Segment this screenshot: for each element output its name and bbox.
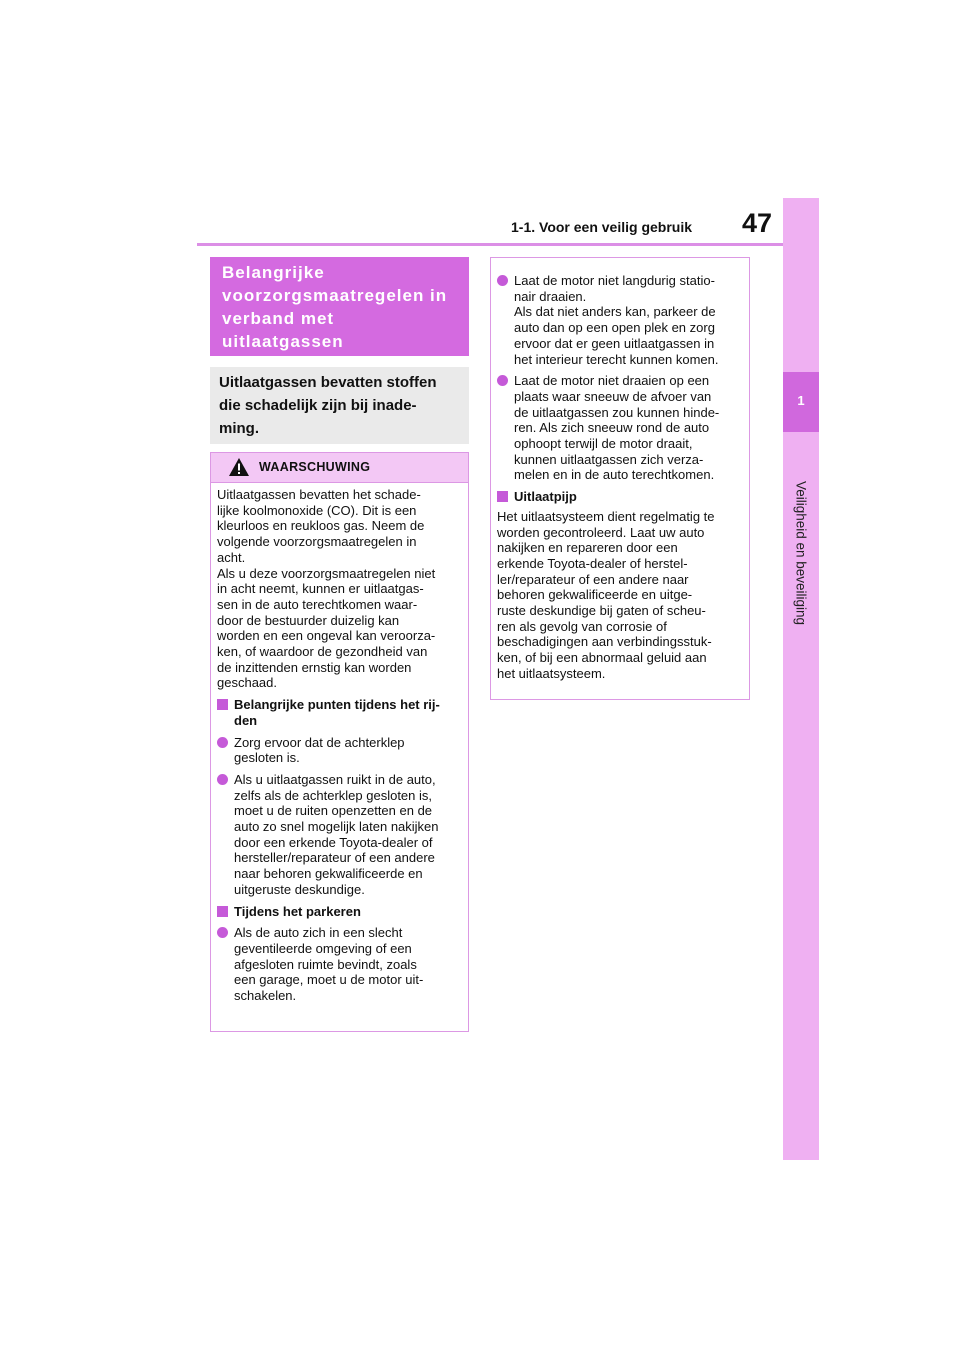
bullet-square-icon bbox=[497, 491, 508, 502]
text-line: ervoor dat er geen uitlaatgassen in bbox=[514, 335, 715, 351]
text-line: nair draaien. bbox=[514, 288, 587, 304]
text-line: door de bestuurder duizelig kan bbox=[217, 612, 400, 628]
section-heading-line: uitlaatgassen bbox=[222, 332, 344, 351]
text-line: ken, of waardoor de gezondheid van bbox=[217, 644, 428, 660]
bullet-circle-icon bbox=[217, 927, 228, 938]
text-line: geventileerde omgeving of een bbox=[234, 940, 412, 956]
subheading-item bbox=[497, 489, 743, 505]
page-number: 47 bbox=[742, 208, 773, 238]
text-line: ren als gevolg van corrosie of bbox=[497, 618, 667, 634]
body-paragraph bbox=[497, 509, 743, 682]
text-line: Tijdens het parkeren bbox=[234, 903, 361, 919]
bullet-item bbox=[497, 373, 743, 483]
chapter-side-tab bbox=[783, 198, 819, 1160]
section-heading bbox=[210, 257, 469, 356]
section-heading-line: Belangrijke bbox=[222, 263, 325, 282]
text-line: auto zo snel mogelijk laten nakijken bbox=[234, 819, 439, 835]
text-line: acht. bbox=[217, 549, 246, 565]
text-line: door een erkende Toyota-dealer of bbox=[234, 834, 433, 850]
text-line: de uitlaatgassen zou kunnen hinde- bbox=[514, 404, 720, 420]
intro-line: Uitlaatgassen bevatten stoffen bbox=[219, 374, 437, 391]
bullet-item bbox=[497, 273, 743, 367]
section-heading-line: voorzorgsmaatregelen in bbox=[222, 286, 448, 305]
text-line: ophoopt terwijl de motor draait, bbox=[514, 436, 693, 452]
warning-title: WAARSCHUWING bbox=[259, 460, 371, 474]
text-line: auto dan op een open plek en zorg bbox=[514, 320, 715, 336]
text-line: Als u uitlaatgassen ruikt in de auto, bbox=[234, 771, 436, 787]
text-line: ken, of bij een abnormaal geluid aan bbox=[497, 650, 707, 666]
intro-line: die schadelijk zijn bij inade- bbox=[219, 397, 417, 414]
text-line: volgende voorzorgsmaatregelen in bbox=[217, 534, 417, 550]
text-line: geschaad. bbox=[217, 675, 277, 691]
text-line: Als dat niet anders kan, parkeer de bbox=[514, 304, 716, 320]
header-rule bbox=[197, 243, 783, 246]
text-line: het uitlaatsysteem. bbox=[497, 665, 606, 681]
section-title: 1-1. Voor een veilig gebruik bbox=[511, 219, 693, 235]
warning-header bbox=[211, 453, 468, 483]
bullet-square-icon bbox=[217, 906, 228, 917]
text-line: sen in de auto terechtkomen waar- bbox=[217, 596, 418, 612]
intro-line: ming. bbox=[219, 420, 259, 437]
section-heading-line: verband met bbox=[222, 309, 335, 328]
text-line: behoren gekwalificeerde en uitge- bbox=[497, 587, 693, 603]
text-line: Als de auto zich in een slecht bbox=[234, 925, 403, 941]
text-line: lijke koolmonoxide (CO). Dit is een bbox=[217, 502, 417, 518]
bullet-square-icon bbox=[217, 699, 228, 710]
text-line: nakijken en repareren door een bbox=[497, 540, 678, 556]
text-line: het interieur terecht kunnen komen. bbox=[514, 351, 719, 367]
text-line: in acht neemt, kunnen er uitlaatgas- bbox=[217, 581, 424, 597]
intro-box bbox=[210, 367, 469, 444]
text-line: zelfs als de achterklep gesloten is, bbox=[234, 787, 432, 803]
bullet-item bbox=[217, 772, 462, 898]
text-line: plaats waar sneeuw de afvoer van bbox=[514, 388, 712, 404]
text-line: ruste deskundige bij gaten of scheu- bbox=[497, 603, 706, 619]
text-line: kunnen uitlaatgassen zich verza- bbox=[514, 451, 704, 467]
text-line: beschadigingen aan verbindingsstuk- bbox=[497, 634, 712, 650]
text-line: Uitlaatpijp bbox=[514, 489, 577, 505]
warning-items bbox=[217, 697, 462, 1004]
text-line: de inzittenden ernstig kan worden bbox=[217, 659, 412, 675]
text-line: gesloten is. bbox=[234, 750, 300, 766]
text-line: uitgeruste deskundige. bbox=[234, 881, 365, 897]
text-line: Belangrijke punten tijdens het rij- bbox=[234, 697, 440, 713]
text-line: den bbox=[234, 712, 258, 728]
text-line: kleurloos en reukloos gas. Neem de bbox=[217, 518, 425, 534]
text-line: Als u deze voorzorgsmaatregelen niet bbox=[217, 565, 436, 581]
right-panel bbox=[490, 257, 750, 700]
bullet-circle-icon bbox=[497, 275, 508, 286]
right-panel-items bbox=[497, 273, 743, 682]
text-line: erkende Toyota-dealer of herstel- bbox=[497, 555, 688, 571]
text-line: Laat de motor niet draaien op een bbox=[514, 373, 710, 389]
text-line: Laat de motor niet langdurig statio- bbox=[514, 273, 715, 288]
warning-panel bbox=[210, 452, 469, 1032]
text-line: ren. Als zich sneeuw rond de auto bbox=[514, 420, 710, 436]
bullet-circle-icon bbox=[217, 737, 228, 748]
text-line: hersteller/reparateur of een andere bbox=[234, 850, 435, 866]
text-line: worden en een ongeval kan veroorza- bbox=[217, 628, 436, 644]
text-line: Het uitlaatsysteem dient regelmatig te bbox=[497, 508, 715, 524]
subheading-item bbox=[217, 904, 462, 920]
warning-triangle-icon bbox=[228, 457, 250, 477]
bullet-circle-icon bbox=[217, 774, 228, 785]
text-line: een garage, moet u de motor uit- bbox=[234, 972, 424, 988]
bullet-item bbox=[217, 925, 462, 1004]
text-line: moet u de ruiten openzetten en de bbox=[234, 803, 433, 819]
text-line: ler/reparateur of een andere naar bbox=[497, 571, 689, 587]
bullet-circle-icon bbox=[497, 375, 508, 386]
bullet-item bbox=[217, 735, 462, 766]
text-line: afgesloten ruimte bevindt, zoals bbox=[234, 956, 417, 972]
chapter-title: Veiligheid en beveiliging bbox=[793, 480, 809, 626]
text-line: schakelen. bbox=[234, 988, 297, 1004]
text-line: worden gecontroleerd. Laat uw auto bbox=[497, 524, 705, 540]
subheading-item bbox=[217, 697, 462, 728]
warning-paragraph bbox=[217, 487, 462, 691]
text-line: naar behoren gekwalificeerde en bbox=[234, 866, 423, 882]
chapter-number: 1 bbox=[797, 393, 805, 408]
text-line: melen en in de auto terechtkomen. bbox=[514, 467, 715, 483]
text-line: Uitlaatgassen bevatten het schade- bbox=[217, 487, 421, 502]
text-line: Zorg ervoor dat de achterklep bbox=[234, 734, 405, 750]
